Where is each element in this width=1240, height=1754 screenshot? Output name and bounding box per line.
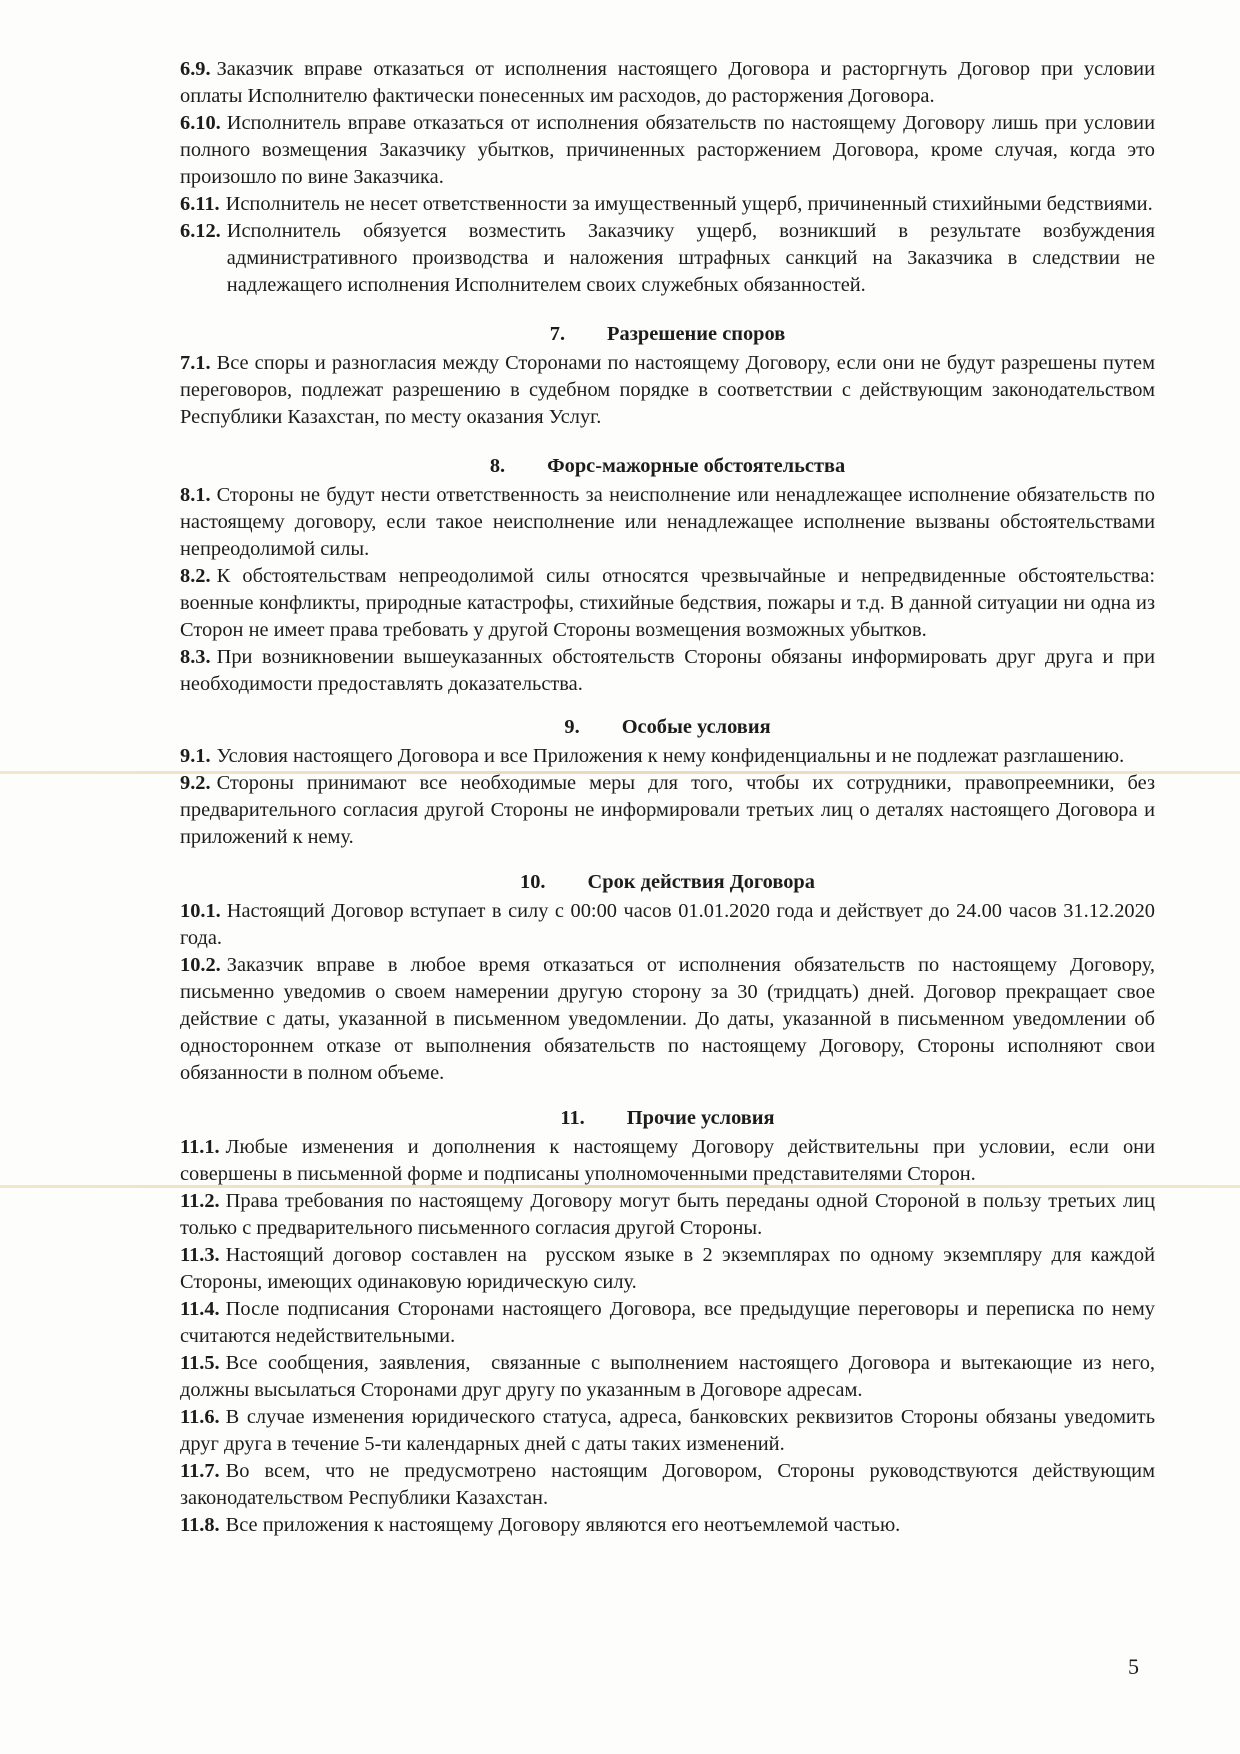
section-number: 8. [489,455,506,477]
page-number: 5 [1128,1654,1139,1679]
clause-number: 8.1. [180,484,211,506]
section-number: 7. [549,323,566,345]
section-heading-9 [180,714,1155,741]
clause-number: 6.12. [180,220,221,242]
clause-number: 6.9. [180,58,211,80]
clause-11-2 [180,1188,1155,1242]
clause-number: 11.5. [180,1352,220,1374]
clause-text: Все сообщения, заявления, связанные с выполнением настоящего Договора и вытекающие из него, должны высылаться Сторонами друг другу по указанным в Договоре адресам. [180,1352,1161,1401]
clause-11-7 [180,1458,1155,1512]
clause-text: Настоящий договор составлен на русском языке в 2 экземплярах по одному экземпляру для каждой Стороны, имеющих одинаковую юридическую силу. [180,1244,1161,1293]
clause-9-1 [180,743,1155,770]
clause-number: 10.2. [180,954,221,976]
clause-number: 11.6. [180,1406,220,1428]
section-title: Разрешение споров [607,323,786,345]
clause-11-6 [180,1404,1155,1458]
clause-number: 11.7. [180,1460,220,1482]
clause-6-10 [180,110,1155,191]
clause-text: Заказчик вправе в любое время отказаться от исполнения обязательств по настоящему Договору, письменно уведомив о своем намерении другую сторону за 30 (тридцать) дней. Договор прекращает свое действие с даты, указанной в письменном уведомлении. До даты, указанной в письменном уведомлении об одностороннем отказе от выполнения обязательств по настоящему Договору, Стороны исполняют свои обязанности в полном объеме. [180,954,1155,1084]
clause-number: 7.1. [180,352,211,374]
clause-8-2 [180,563,1155,644]
section-title: Форс-мажорные обстоятельства [547,455,846,477]
clause-text: Стороны не будут нести ответственность за неисполнение или ненадлежащее исполнение обязательств по настоящему договору, если такое неисполнение или ненадлежащее исполнение вызваны обстоятельствами непреодолимой силы. [180,484,1155,560]
clause-text: Условия настоящего Договора и все Приложения к нему конфиденциальны и не подлежат разглашению. [216,745,1125,767]
clause-text: Права требования по настоящему Договору могут быть переданы одной Стороной в пользу третьих лиц только с предварительного письменного согласия другой Стороны. [180,1190,1155,1239]
clause-text: Все приложения к настоящему Договору являются его неотъемлемой частью. [225,1514,901,1536]
clause-6-9 [180,56,1155,110]
section-title: Прочие условия [626,1107,775,1129]
section-number: 9. [564,716,580,738]
clause-number: 11.3. [180,1244,220,1266]
clause-text: При возникновении вышеуказанных обстоятельств Стороны обязаны информировать друг друга и при необходимости предоставлять доказательства. [180,646,1155,695]
clause-text: Настоящий Договор вступает в силу с 00:00 часов 01.01.2020 года и действует до 24.00 часов 31.12.2020 года. [180,900,1155,949]
clause-number: 11.4. [180,1298,220,1320]
clause-number: 9.2. [180,772,211,794]
clause-10-1 [180,898,1155,952]
clause-number: 11.1. [180,1136,220,1158]
clause-number: 8.3. [180,646,211,668]
clause-number: 9.1. [180,745,211,767]
clause-number: 10.1. [180,900,221,922]
clause-11-1 [180,1134,1155,1188]
section-number: 11. [560,1107,585,1129]
document-body [180,56,1161,1539]
clause-text: Во всем, что не предусмотрено настоящим Договором, Стороны руководствуются действующим законодательством Республики Казахстан. [180,1460,1155,1509]
clause-11-8 [180,1512,1155,1539]
clause-text: К обстоятельствам непреодолимой силы относятся чрезвычайные и непредвиденные обстоятельства: военные конфликты, природные катастрофы, стихийные бедствия, пожары и т.д. В данной ситуации ни одна из Сторон не имеет права требовать у другой Стороны возмещения возможных убытков. [180,565,1155,641]
section-heading-11 [180,1105,1155,1132]
section-heading-7 [180,321,1155,348]
clause-11-3 [180,1242,1161,1296]
clause-text: Все споры и разногласия между Сторонами по настоящему Договору, если они не будут разрешены путем переговоров, подлежат разрешению в судебном порядке в соответствии с действующим законодательством Республики Казахстан, по месту оказания Услуг. [180,352,1155,428]
clause-11-4 [180,1296,1155,1350]
section-title: Срок действия Договора [587,871,815,893]
clause-number: 11.2. [180,1190,220,1212]
clause-number: 6.10. [180,112,221,134]
clause-text: Любые изменения и дополнения к настоящему Договору действительны при условии, если они совершены в письменной форме и подписаны уполномоченными представителями Сторон. [180,1136,1155,1185]
clause-text: Исполнитель обязуется возместить Заказчику ущерб, возникший в результате возбуждения административного производства и наложения штрафных санкций на Заказчика в следствии не надлежащего исполнения Исполнителем своих служебных обязанностей. [226,220,1155,296]
clause-11-5 [180,1350,1161,1404]
clause-10-2 [180,952,1155,1087]
clause-number: 11.8. [180,1514,220,1536]
section-heading-10 [180,869,1155,896]
clause-text: Исполнитель вправе отказаться от исполнения обязательств по настоящему Договору лишь при условии полного возмещения Заказчику убытков, причиненных расторжением Договора, кроме случая, когда это произошло по вине Заказчика. [180,112,1155,188]
section-heading-8 [180,453,1155,480]
clause-6-12 [180,218,1155,299]
section-number: 10. [520,871,546,893]
clause-text: Стороны принимают все необходимые меры для того, чтобы их сотрудники, правопреемники, без предварительного согласия другой Стороны не информировали третьих лиц о деталях настоящего Договора и приложений к нему. [180,772,1155,848]
clause-text: После подписания Сторонами настоящего Договора, все предыдущие переговоры и переписка по нему считаются недействительными. [180,1298,1155,1347]
clause-8-3 [180,644,1155,698]
clause-text: Заказчик вправе отказаться от исполнения настоящего Договора и расторгнуть Договор при условии оплаты Исполнителю фактически понесенных им расходов, до расторжения Договора. [180,58,1155,107]
clause-7-1 [180,350,1155,431]
clause-number: 6.11. [180,193,220,215]
clause-number: 8.2. [180,565,211,587]
clause-6-11 [180,191,1155,218]
section-title: Особые условия [621,716,771,738]
clause-text: В случае изменения юридического статуса, адреса, банковских реквизитов Стороны обязаны уведомить друг друга в течение 5-ти календарных дней с даты таких изменений. [180,1406,1155,1455]
clause-9-2 [180,770,1155,851]
clause-8-1 [180,482,1155,563]
clause-text: Исполнитель не несет ответственности за имущественный ущерб, причиненный стихийными бедствиями. [225,193,1153,215]
